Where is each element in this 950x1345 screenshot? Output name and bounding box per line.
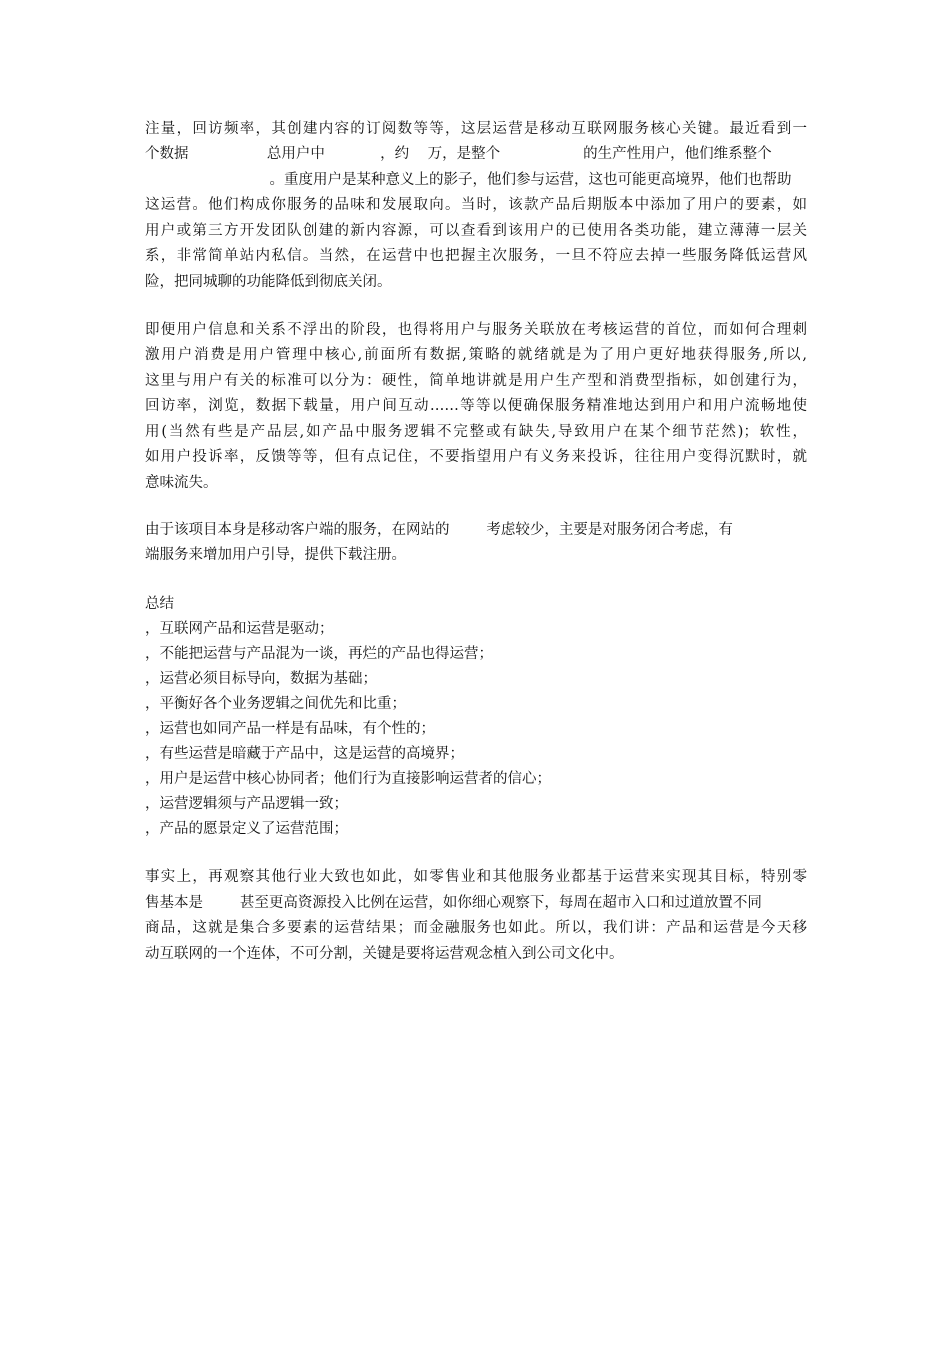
paragraph-2-line-7: 意味流失。 (145, 475, 218, 491)
paragraph-1-line-7: 险，把同城聊的功能降低到彻底关闭。 (145, 274, 392, 290)
paragraph-4-line-4: 动互联网的一个连体，不可分割，关键是要将运营观念植入到公司文化中。 (145, 946, 624, 962)
summary-item: ，平衡好各个业务逻辑之间优先和比重； (145, 696, 406, 712)
paragraph-4-line-3: 商品，这就是集合多要素的运营结果；而金融服务也如此。所以，我们讲：产品和运营是今天移 (145, 920, 807, 936)
paragraph-1-line-2: 个数据 总用户中 ，约 万，是整个 的生产性用户，他们维系整个 (145, 146, 772, 162)
summary-item: ，运营也如同产品一样是有品味，有个性的； (145, 721, 435, 737)
paragraph-1-line-4: 这运营。他们构成你服务的品味和发展取向。当时，该款产品后期版本中添加了用户的要素，如 (145, 197, 807, 213)
paragraph-4-line-2: 售基本是 甚至更高资源投入比例在运营，如你细心观察下，每周在超市入口和过道放置不同 (145, 895, 762, 911)
summary-heading: 总结 (145, 596, 174, 612)
paragraph-1-line-1: 注量，回访频率，其创建内容的订阅数等等，这层运营是移动互联网服务核心关键。最近看到一 (145, 121, 807, 137)
paragraph-1-line-6: 系，非常简单站内私信。当然，在运营中也把握主次服务，一旦不符应去掉一些服务降低运营风 (145, 248, 807, 264)
summary-item: ，运营逻辑须与产品逻辑一致； (145, 796, 348, 812)
paragraph-2-line-6: 如用户投诉率，反馈等等，但有点记住，不要指望用户有义务来投诉，往往用户变得沉默时，就 (145, 449, 807, 465)
paragraph-2-line-3: 这里与用户有关的标准可以分为：硬性，简单地讲就是用户生产型和消费型指标，如创建行为， (145, 373, 807, 389)
summary-item: ，运营必须目标导向，数据为基础； (145, 671, 377, 687)
paragraph-2-line-5: 用(当然有些是产品层,如产品中服务逻辑不完整或有缺失,导致用户在某个细节茫然)；软性， (145, 424, 807, 440)
paragraph-2-line-1: 即便用户信息和关系不浮出的阶段，也得将用户与服务关联放在考核运营的首位，而如何合理刺 (145, 322, 807, 338)
paragraph-1-line-5: 用户或第三方开发团队创建的新内容源，可以查看到该用户的已使用各类功能，建立薄薄一层关 (145, 223, 807, 239)
summary-item: ，互联网产品和运营是驱动； (145, 621, 334, 637)
summary-item: ，有些运营是暗藏于产品中，这是运营的高境界； (145, 746, 464, 762)
paragraph-2-line-4: 回访率，浏览，数据下载量，用户间互动……等等以便确保服务精准地达到用户和用户流畅地使 (145, 398, 807, 414)
paragraph-2-line-2: 激用户消费是用户管理中核心,前面所有数据,策略的就绪就是为了用户更好地获得服务,所以, (145, 347, 807, 363)
paragraph-1-line-3: 。重度用户是某种意义上的影子，他们参与运营，这也可能更高境界，他们也帮助 (145, 172, 792, 188)
summary-item: ，不能把运营与产品混为一谈，再烂的产品也得运营； (145, 646, 493, 662)
summary-item: ，用户是运营中核心协同者；他们行为直接影响运营者的信心； (145, 771, 551, 787)
summary-item: ，产品的愿景定义了运营范围； (145, 821, 348, 837)
paragraph-3-line-2: 端服务来增加用户引导，提供下载注册。 (145, 547, 406, 563)
paragraph-4-line-1: 事实上，再观察其他行业大致也如此，如零售业和其他服务业都基于运营来实现其目标，特别零 (145, 869, 807, 885)
paragraph-3-line-1: 由于该项目本身是移动客户端的服务，在网站的 考虑较少，主要是对服务闭合考虑，有 (145, 522, 733, 538)
